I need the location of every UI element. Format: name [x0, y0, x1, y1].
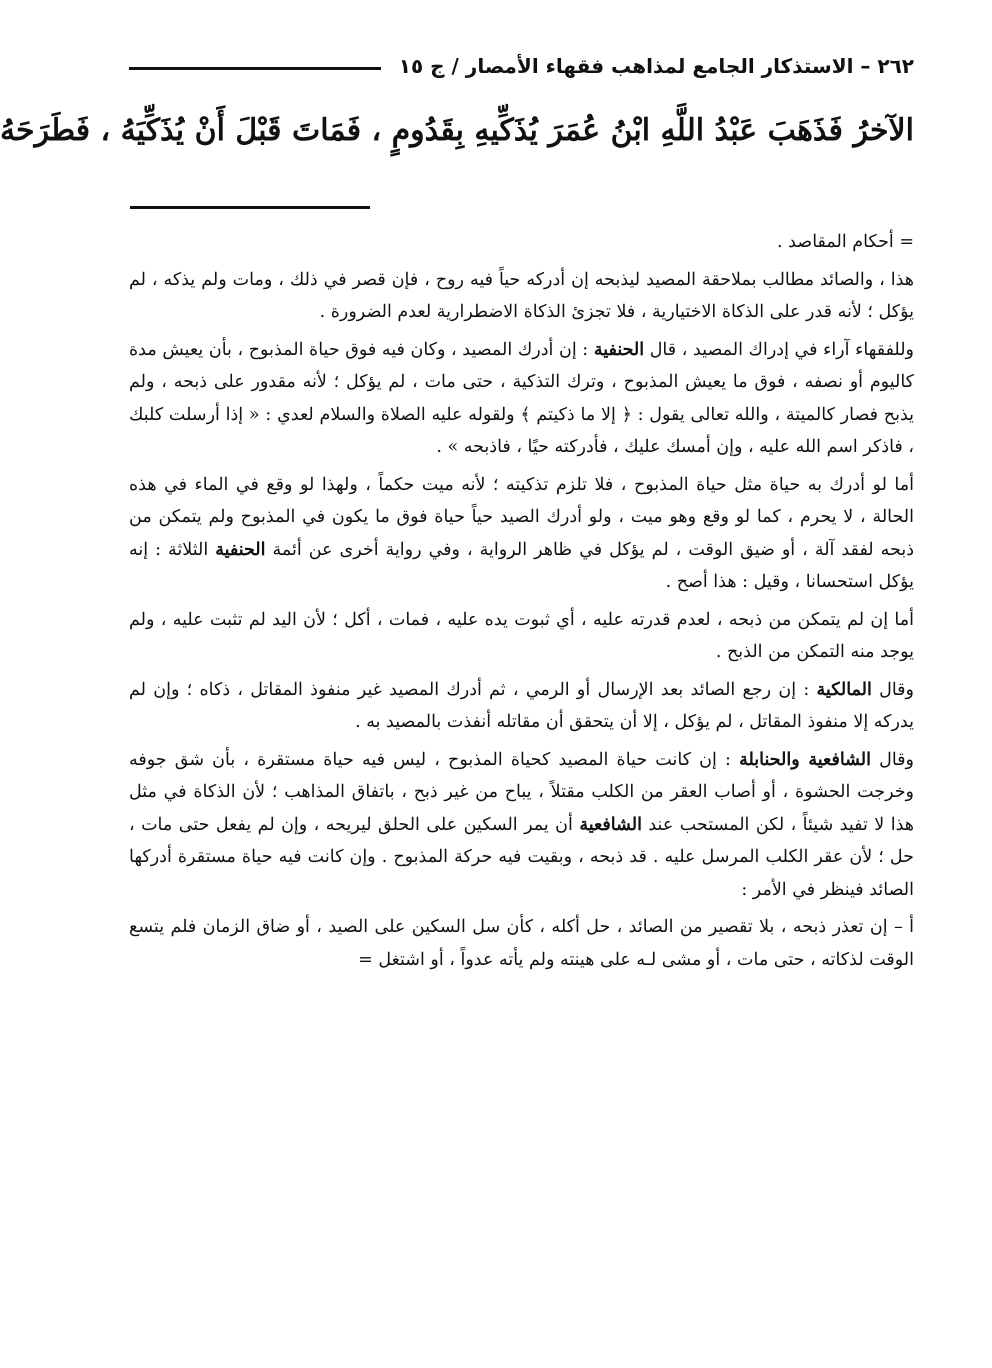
fn4-school-hanafiyya: الحنفية	[215, 539, 266, 560]
header-rule	[129, 67, 381, 70]
fn3-text-c: : إن أدرك المصيد ، وكان فيه فوق حياة المذبوح ، بأن يعيش مدة كاليوم أو نصفه ، فوق ما يعيش المذبوح ، وترك التذكية ، حتى مات ، لم يؤكل ؛ لأنه مقدور على ذبحه ، ولم يذبح فصار كالميتة ، والله تعالى يقول : ﴿ إلا ما ذكيتم ﴾ ولقوله عليه الصلاة والسلام لعدي : « إذا أرسلت كلبك ، فاذكر اسم الله عليه ، وإن أمسك عليك ، فأدركته حيًا ، فاذبحه » .	[129, 339, 914, 457]
footnote-paragraph-3	[129, 334, 914, 464]
footnote-paragraph-4	[129, 469, 914, 599]
footnote-paragraph-1: = أحكام المقاصد .	[777, 232, 914, 252]
header-title: الاستذكار الجامع لمذاهب فقهاء الأمصار / ج ١٥	[398, 54, 854, 78]
fn7-text-c: : إن كانت حياة المصيد كحياة المذبوح ، ليس فيه حياة مستقرة ، بأن شق جوفه وخرجت الحشوة ، أو أصاب العقر من الكلب مقتلاً ، يباح من غير ذبح ، باتفاق المذاهب ؛ لأن الذكاة في مثل هذا لا تفيد شيئاً ، لكن المستحب عند	[129, 749, 914, 835]
footnote-paragraph-8: أ – إن تعذر ذبحه ، بلا تقصير من الصائد ، حل أكله ، كأن سل السكين على الصيد ، أو ضاق الزمان فلم يتسع الوقت لذكاته ، حتى مات ، أو مشى لـه على هينته ولم يأته عدواً ، أو اشتغل =	[129, 917, 914, 970]
fn6-school-malikiyya: المالكية	[816, 679, 872, 700]
fn7-school-shafiiyya-hanabila: الشافعية والحنابلة	[739, 749, 871, 770]
main-text-line: الآخرُ فَذَهَبَ عَبْدُ اللَّهِ ابْنُ عُمَرَ يُذَكِّيهِ بِقَدُومٍ ، فَمَاتَ قَبْلَ أَنْ يُذَكِّيَهُ ، فَطَرَحَهُ	[0, 113, 914, 148]
fn6-text-c: : إن رجع الصائد بعد الإرسال أو الرمي ، ثم أدرك المصيد غير منفوذ المقاتل ، ذكاه ؛ وإن لم يدركه إلا منفوذ المقاتل ، لم يؤكل ، إلا أن يتحقق أن مقاتله أنفذت بالمصيد به .	[129, 679, 914, 732]
footnote-paragraph-2: هذا ، والصائد مطالب بملاحقة المصيد ليذبحه إن أدركه حياً فيه روح ، فإن قصر في ذلك ، ومات ولم يذكه ، لم يؤكل ؛ لأنه قدر على الذكاة الاختيارية ، فلا تجزئ الذكاة الاضطرارية لعدم الضرورة .	[129, 269, 914, 322]
page-header	[129, 48, 914, 84]
fn3-school-hanafiyya: الحنفية	[593, 339, 645, 360]
fn7-text-e: أن يمر السكين على الحلق ليريحه ، وإن لم يفعل حتى مات ، حل ؛ لأن عقر الكلب المرسل عليه . قد ذبحه ، وبقيت فيه حركة المذبوح . وإن كانت فيه حياة مستقرة أدركها الصائد فينظر في الأمر :	[129, 814, 914, 900]
footnote-paragraph-7	[129, 744, 914, 907]
fn6-text-a: وقال	[871, 679, 914, 700]
footnotes	[129, 226, 914, 981]
fn4-text-a: أما لو أدرك به حياة مثل حياة المذبوح ، فلا تلزم تذكيته ؛ لأنه ميت حكماً ، ولهذا لو وقع في الماء في هذه الحالة ، لا يحرم ، كما لو وقع وهو ميت ، ولو أدرك الصيد حياً حياة فوق ما يكون في المذبوح ولم يتمكن من ذبحه لفقد آلة ، أو ضيق الوقت ، لم يؤكل في ظاهر الرواية ، وفي رواية أخرى عن أئمة	[129, 474, 914, 560]
footnote-paragraph-6	[129, 674, 914, 739]
fn3-text-a: وللفقهاء آراء في إدراك المصيد ، قال	[644, 339, 914, 360]
footnote-separator	[130, 206, 370, 209]
header-page-number: ٢٦٢	[877, 54, 914, 78]
fn7-text-a: وقال	[870, 749, 914, 770]
fn7-school-shafiiyya: الشافعية	[579, 814, 642, 835]
header-separator: –	[853, 54, 878, 78]
fn4-text-c: الثلاثة : إنه يؤكل استحسانا ، وقيل : هذا أصح .	[129, 539, 914, 592]
footnote-paragraph-5: أما إن لم يتمكن من ذبحه ، لعدم قدرته عليه ، أي ثبوت يده عليه ، فمات ، أكل ؛ لأن اليد لم تثبت عليه ، ولم يوجد منه التمكن من الذبح .	[129, 609, 914, 662]
